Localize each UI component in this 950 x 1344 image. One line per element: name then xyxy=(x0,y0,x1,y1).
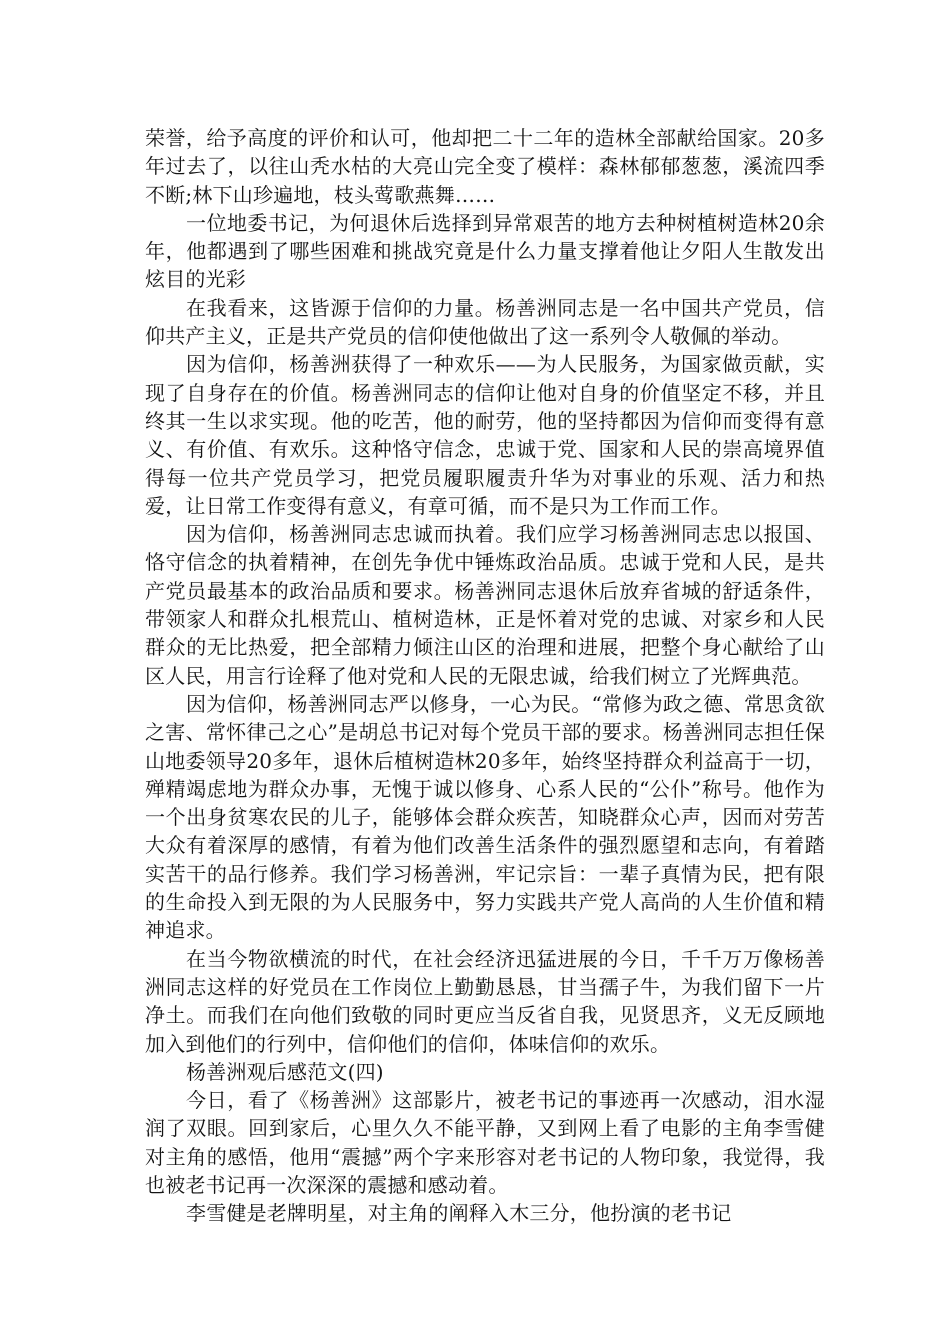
paragraph-question: 一位地委书记，为何退休后选择到异常艰苦的地方去种树植树造林20余年，他都遇到了哪些困难和挑战究竟是什么力量支撑着他让夕阳人生散发出炫目的光彩 xyxy=(145,210,825,292)
paragraph-movie-review: 今日，看了《杨善洲》这部影片，被老书记的事迹再一次感动，泪水湿润了双眼。回到家后，心里久久不能平静，又到网上看了电影的主角李雪健对主角的感悟，他用“震撼”两个字来形容对老书记的人物印象，我觉得，我也被老书记再一次深深的震撼和感动着。 xyxy=(145,1088,825,1197)
document-body xyxy=(145,124,825,1228)
paragraph-actor: 李雪健是老牌明星，对主角的阐释入木三分，他扮演的老书记 xyxy=(186,1201,732,1226)
paragraph-conclusion: 在当今物欲横流的时代，在社会经济迅猛进展的今日，千千万万像杨善洲同志这样的好党员在工作岗位上勤勤恳恳，甘当孺子牛，为我们留下一片净土。而我们在向他们致敬的同时更应当反省自我，见贤思齐，义无反顾地加入到他们的行列中，信仰他们的信仰，体味信仰的欢乐。 xyxy=(145,946,825,1056)
paragraph-continuation: 荣誉，给予高度的评价和认可，他却把二十二年的造林全部献给国家。20多年过去了，以往山秃水枯的大亮山完全变了模样：森林郁郁葱葱，溪流四季不断;林下山珍遍地，枝头莺歌燕舞…… xyxy=(145,126,825,207)
paragraph-faith-self-discipline: 因为信仰，杨善洲同志严以修身，一心为民。“常修为政之德、常思贪欲之害、常怀律己之心”是胡总书记对每个党员干部的要求。杨善洲同志担任保山地委领导20多年，退休后植树造林20多年，始终坚持群众利益高于一切，殚精竭虑地为群众办事，无愧于诚以修身、心系人民的“公仆”称号。他作为一个出身贫寒农民的儿子，能够体会群众疾苦，知晓群众心声，因而对劳苦大众有着深厚的感情，有着为他们改善生活条件的强烈愿望和志向，有着踏实苦干的品行修养。我们学习杨善洲，牢记宗旨：一辈子真情为民，把有限的生命投入到无限的为人民服务中，努力实践共产党人高尚的人生价值和精神追求。 xyxy=(145,691,825,943)
paragraph-faith-source: 在我看来，这皆源于信仰的力量。杨善洲同志是一名中国共产党员，信仰共产主义，正是共产党员的信仰使他做出了这一系列令人敬佩的举动。 xyxy=(145,295,825,349)
paragraph-faith-joy: 因为信仰，杨善洲获得了一种欢乐——为人民服务，为国家做贡献，实现了自身存在的价值。杨善洲同志的信仰让他对自身的价值坚定不移，并且终其一生以求实现。他的吃苦，他的耐劳，他的坚持都因为信仰而变得有意义、有价值、有欢乐。这种恪守信念，忠诚于党、国家和人民的崇高境界值得每一位共产党员学习，把党员履职履责升华为对事业的乐观、活力和热爱，让日常工作变得有意义，有章可循，而不是只为工作而工作。 xyxy=(145,352,825,518)
paragraph-faith-loyalty: 因为信仰，杨善洲同志忠诚而执着。我们应学习杨善洲同志忠以报国、恪守信念的执着精神，在创先争优中锤炼政治品质。忠诚于党和人民，是共产党员最基本的政治品质和要求。杨善洲同志退休后放弃省城的舒适条件，带领家人和群众扎根荒山、植树造林，正是怀着对党的忠诚、对家乡和人民群众的无比热爱，把全部精力倾注山区的治理和进展，把整个身心献给了山区人民，用言行诠释了他对党和人民的无限忠诚，给我们树立了光辉典范。 xyxy=(145,522,825,688)
section-heading: 杨善洲观后感范文(四) xyxy=(186,1059,384,1084)
